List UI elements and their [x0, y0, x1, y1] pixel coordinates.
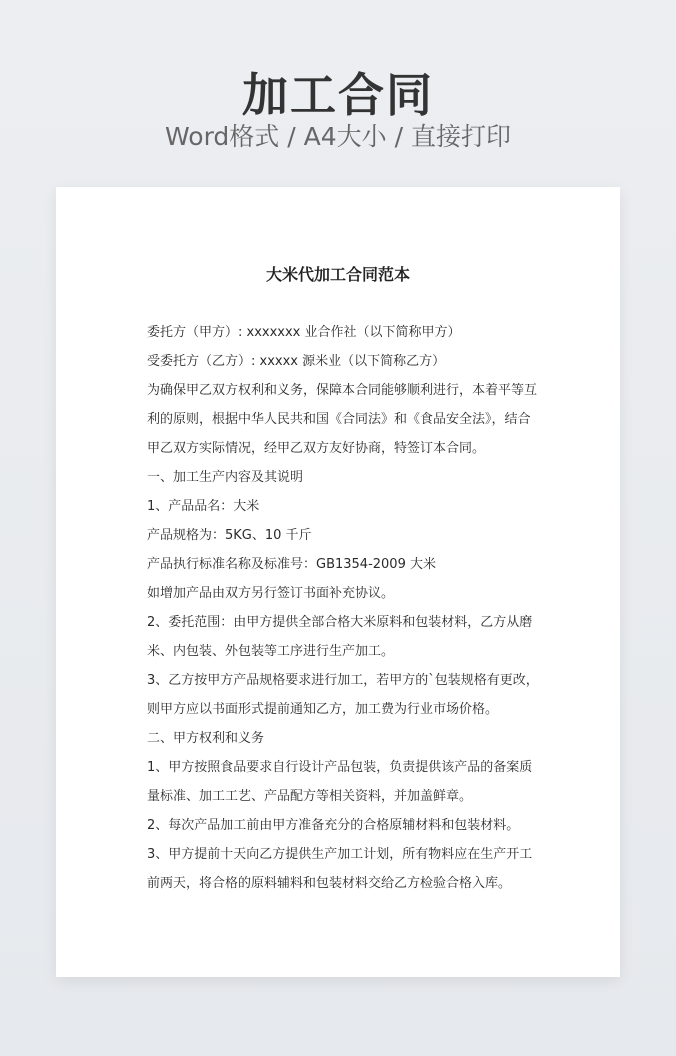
document-page [56, 187, 620, 977]
document-line: 2、每次产品加工前由甲方准备充分的合格原辅材料和包装材料。 [147, 818, 520, 833]
document-line: 如增加产品由双方另行签订书面补充协议。 [147, 586, 395, 601]
document-line: 产品执行标准名称及标准号：GB1354-2009 大米 [147, 557, 436, 572]
section-heading: 二、甲方权利和义务 [147, 731, 265, 746]
document-line: 为确保甲乙双方权利和义务，保障本合同能够顺利进行，本着平等互 [147, 383, 538, 398]
document-line: 量标准、加工工艺、产品配方等相关资料，并加盖鲜章。 [147, 789, 473, 804]
document-line: 前两天，将合格的原料辅料和包装材料交给乙方检验合格入库。 [147, 876, 512, 891]
document-body [147, 318, 542, 898]
page-subtitle: Word格式 / A4大小 / 直接打印 [165, 122, 511, 151]
document-line: 米、内包装、外包装等工序进行生产加工。 [147, 644, 395, 659]
document-line: 委托方（甲方）: xxxxxxx 业合作社（以下简称甲方） [147, 325, 461, 340]
document-line: 1、产品品名：大米 [147, 499, 260, 514]
document-line: 1、甲方按照食品要求自行设计产品包装，负责提供该产品的备案质 [147, 760, 533, 775]
document-title: 大米代加工合同范本 [265, 265, 410, 284]
document-line: 甲乙双方实际情况，经甲乙双方友好协商，特签订本合同。 [147, 441, 486, 456]
document-line: 受委托方（乙方）: xxxxx 源米业（以下简称乙方） [147, 354, 446, 369]
document-line: 3、甲方提前十天向乙方提供生产加工计划，所有物料应在生产开工 [147, 847, 533, 862]
document-line: 3、乙方按甲方产品规格要求进行加工，若甲方的`包装规格有更改， [147, 673, 539, 688]
document-line: 产品规格为：5KG、10 千斤 [147, 528, 312, 543]
page-title: 加工合同 [242, 68, 434, 122]
document-line: 则甲方应以书面形式提前通知乙方，加工费为行业市场价格。 [147, 702, 499, 717]
section-heading: 一、加工生产内容及其说明 [147, 470, 304, 485]
document-line: 2、委托范围：由甲方提供全部合格大米原料和包装材料，乙方从磨 [147, 615, 533, 630]
document-line: 利的原则，根据中华人民共和国《合同法》和《食品安全法》，结合 [147, 412, 531, 427]
